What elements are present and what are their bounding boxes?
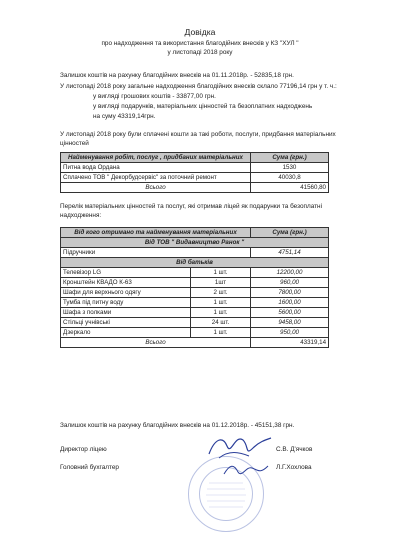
row-qty: 1 шт. — [191, 298, 251, 308]
group-label: Від ТОВ " Видавництво Ранок " — [61, 238, 329, 248]
total-sum: 41560,80 — [251, 183, 329, 193]
row-sum: 7800,00 — [251, 288, 329, 298]
total-row — [61, 338, 329, 348]
total-label: Всього — [61, 183, 251, 193]
total-row — [61, 183, 329, 193]
paid-intro-line-2: цінностей — [60, 140, 89, 147]
column-header-sum: Сума (грн.) — [251, 153, 329, 163]
row-qty: 24 шт. — [191, 318, 251, 328]
table-row — [61, 173, 329, 183]
group-row — [61, 258, 329, 268]
gifts-intro-line-1: Перелік матеріальних цінностей та послуг, які отримав ліцей як подарунки та безоплатні — [60, 203, 322, 210]
total-label: Всього — [61, 338, 251, 348]
table-row — [61, 268, 329, 278]
table-header-row — [61, 153, 329, 163]
row-name: Шафа з полками — [61, 308, 191, 318]
row-name: Шафи для верхнього одягу — [61, 288, 191, 298]
accountant-name: Л.Г.Хохлова — [276, 464, 312, 471]
row-qty: 1 шт. — [191, 308, 251, 318]
director-signature-icon — [205, 430, 275, 464]
table-row — [61, 298, 329, 308]
row-name: Тумба під питну воду — [61, 298, 191, 308]
table-header-row — [61, 228, 329, 238]
column-header-name: Найменування робіт, послуг , придбаних матеріальних — [61, 153, 251, 163]
balance-start: Залишок коштів на рахунку благодійних внесків на 01.11.2018р. - 52835,18 грн. — [60, 72, 294, 79]
document-title: Довідка — [184, 27, 216, 37]
received-total: У листопаді 2018 року загальне надходження благодійних внесків склало 77196,14 грн у т. ч.: — [60, 83, 337, 90]
row-sum: 5600,00 — [251, 308, 329, 318]
row-sum: 40030,8 — [251, 173, 329, 183]
group-row — [61, 238, 329, 248]
director-title: Директор ліцею — [60, 446, 107, 453]
row-name: Питна вода Ордана — [61, 163, 251, 173]
balance-end: Залишок коштів на рахунку благодійних внесків на 01.12.2018р. - 45151,38 грн. — [60, 422, 295, 429]
row-sum: 960,00 — [251, 278, 329, 288]
row-name: Дзеркало — [61, 328, 191, 338]
row-qty: 1 шт. — [191, 328, 251, 338]
table-row — [61, 308, 329, 318]
row-sum: 1530 — [251, 163, 329, 173]
row-sum: 9458,00 — [251, 318, 329, 328]
row-sum: 950,00 — [251, 328, 329, 338]
row-name: Підручники — [61, 248, 251, 258]
row-name: Стільці учнівські — [61, 318, 191, 328]
table-row — [61, 328, 329, 338]
total-sum: 43319,14 — [251, 338, 329, 348]
gifts-intro-line-2: надходження: — [60, 212, 102, 219]
row-qty: 1 шт. — [191, 268, 251, 278]
row-sum: 12200,00 — [251, 268, 329, 278]
group-label: Від батьків — [61, 258, 329, 268]
received-cash: у вигляді грошових коштів - 33877,00 грн. — [93, 93, 216, 100]
column-header-sum: Сума (грн.) — [251, 228, 329, 238]
subtitle-line-1: про надходження та використання благодійних внесків у КЗ "ХУЛ " — [101, 40, 299, 47]
row-sum: 1600,00 — [251, 298, 329, 308]
row-qty: 2 шт. — [191, 288, 251, 298]
row-name: Сплачено ТОВ " Декорбудсервіс" за поточний ремонт — [61, 173, 251, 183]
table-row — [61, 288, 329, 298]
subtitle-line-2: у листопаді 2018 року — [167, 49, 233, 56]
received-goods: у вигляді подарунків, матеріальних цінностей та безоплатних надходжень — [93, 103, 313, 110]
table-row — [61, 278, 329, 288]
table-row — [61, 318, 329, 328]
table-row — [61, 248, 329, 258]
row-name: Телевізор LG — [61, 268, 191, 278]
director-name: С.В. Д'ячков — [276, 446, 313, 453]
payments-table — [60, 152, 329, 193]
accountant-title: Головний бухгалтер — [60, 464, 119, 471]
received-goods-sum: на суму 43319,14грн. — [93, 113, 156, 120]
accountant-signature-icon — [222, 460, 272, 480]
row-sum: 4751,14 — [251, 248, 329, 258]
row-name: Кронштейн КВАДО К-63 — [61, 278, 191, 288]
table-row — [61, 163, 329, 173]
paid-intro-line-1: У листопаді 2018 року були сплачені кошти за такі роботи, послуги, придбання матеріальних — [60, 131, 336, 138]
row-qty: 1шт — [191, 278, 251, 288]
column-header-source: Від кого отримано та найменування матеріальних — [61, 228, 251, 238]
gifts-table — [60, 227, 329, 348]
